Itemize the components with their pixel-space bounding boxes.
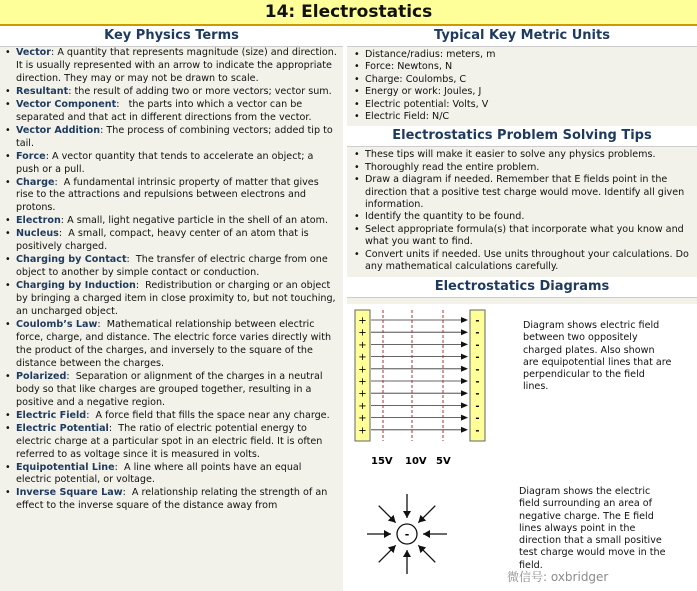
term-item bbox=[0, 254, 343, 280]
term-separator: : bbox=[116, 98, 129, 110]
term-definition: the result of adding two or more vectors; vector sum. bbox=[74, 85, 332, 97]
term-name: Electric Field bbox=[16, 409, 87, 421]
plus-sign: + bbox=[358, 425, 367, 437]
term-item bbox=[0, 99, 343, 125]
term-name: Electron bbox=[16, 215, 61, 227]
term-item bbox=[0, 462, 343, 488]
minus-signs bbox=[475, 316, 479, 437]
plus-signs bbox=[358, 316, 366, 437]
minus-sign: - bbox=[475, 388, 480, 400]
term-separator: : bbox=[60, 215, 68, 227]
plus-sign: + bbox=[358, 327, 367, 339]
minus-sign: - bbox=[475, 400, 480, 412]
term-name: Charging by Induction bbox=[16, 280, 136, 292]
key-terms-heading: Key Physics Terms bbox=[0, 26, 343, 47]
term-item bbox=[0, 371, 343, 410]
term-definition: A relationship relating the strength of an effect to the inverse square of the distance away from bbox=[16, 487, 328, 512]
term-separator: : bbox=[54, 176, 64, 188]
term-separator: : bbox=[86, 409, 96, 421]
tips-heading: Electrostatics Problem Solving Tips bbox=[347, 126, 697, 147]
term-definition: The process of combining vectors; added tip to tail. bbox=[16, 124, 333, 149]
term-definition: A quantity that represents magnitude (size) and direction. It is usually represented with an arrow to indicate the appropriate direction. They may or may not be drawn to scale. bbox=[16, 47, 337, 84]
term-definition: Separation or alignment of the charges in a neutral body so that like charges are grouped together, resulting in a positive and a negative region. bbox=[16, 370, 323, 408]
voltage-label-10v: 10V bbox=[405, 456, 427, 467]
plus-sign: + bbox=[358, 352, 367, 364]
minus-sign: - bbox=[475, 413, 480, 425]
negative-charge-sign: - bbox=[404, 528, 410, 541]
plus-sign: + bbox=[358, 400, 367, 412]
term-definition: the parts into which a vector can be separated and that act in different directions from the vector. bbox=[16, 98, 312, 123]
unit-item: • Force: Newtons, N bbox=[347, 61, 697, 73]
equipotential-lines bbox=[383, 310, 443, 441]
field-arrowhead bbox=[461, 427, 468, 433]
field-arrowhead bbox=[461, 415, 468, 421]
minus-sign: - bbox=[475, 425, 480, 437]
plus-sign: + bbox=[358, 339, 367, 351]
term-item bbox=[0, 487, 343, 513]
term-item bbox=[0, 319, 343, 371]
term-name: Charge bbox=[16, 176, 55, 188]
voltage-label-5v: 5V bbox=[436, 456, 451, 467]
plus-sign: + bbox=[358, 315, 367, 327]
term-name: Vector bbox=[16, 47, 52, 58]
radial-arrowhead bbox=[423, 530, 430, 538]
watermark-text: 微信号: oxbridger bbox=[507, 570, 609, 584]
term-separator: : bbox=[58, 228, 69, 240]
tips-list bbox=[347, 147, 697, 276]
plus-sign: + bbox=[358, 413, 367, 425]
term-separator: : bbox=[97, 319, 107, 331]
term-item bbox=[0, 280, 343, 319]
plus-sign: + bbox=[358, 388, 367, 400]
radial-arrowhead bbox=[403, 550, 411, 557]
voltage-label-15v: 15V bbox=[371, 456, 393, 467]
term-name: Vector Addition bbox=[16, 124, 101, 136]
term-separator: : bbox=[45, 150, 52, 162]
minus-sign: - bbox=[475, 339, 480, 351]
term-definition: A small, compact, heavy center of an atom that is positively charged. bbox=[16, 228, 309, 253]
field-arrowhead bbox=[461, 402, 468, 408]
field-arrowhead bbox=[461, 317, 468, 323]
tip-item: • Select appropriate formula(s) that incorporate what you know and what you want to find. bbox=[347, 224, 697, 249]
unit-item: • Electric potential: Volts, V bbox=[347, 99, 697, 111]
key-terms-panel bbox=[0, 26, 343, 591]
field-arrowhead bbox=[461, 366, 468, 372]
units-heading: Typical Key Metric Units bbox=[347, 26, 697, 47]
term-item bbox=[0, 423, 343, 462]
term-name: Force bbox=[16, 150, 46, 162]
plus-sign: + bbox=[358, 364, 367, 376]
key-terms-list bbox=[0, 47, 343, 513]
tip-item: • Draw a diagram if needed. Remember that E fields point in the direction that a positive test charge would move. Identify all given information. bbox=[347, 174, 697, 211]
plate-field-lines bbox=[371, 317, 468, 433]
tip-item: • Thoroughly read the entire problem. bbox=[347, 162, 697, 174]
unit-item: • Charge: Coulombs, C bbox=[347, 74, 697, 86]
radial-arrowhead bbox=[403, 511, 411, 518]
term-name: Polarized bbox=[16, 370, 67, 382]
term-item bbox=[0, 47, 343, 86]
right-panel bbox=[347, 26, 697, 591]
term-item bbox=[0, 215, 343, 228]
term-separator: : bbox=[122, 487, 132, 499]
term-name: Equipotential Line bbox=[16, 461, 115, 473]
field-arrowhead bbox=[461, 329, 468, 335]
term-item bbox=[0, 86, 343, 99]
field-arrowhead bbox=[461, 354, 468, 360]
term-separator: : bbox=[66, 370, 76, 382]
term-name: Coulomb’s Law bbox=[16, 319, 98, 331]
minus-sign: - bbox=[475, 364, 480, 376]
term-name: Electric Potential bbox=[16, 422, 109, 434]
unit-item: • Energy or work: Joules, J bbox=[347, 86, 697, 98]
term-definition: The transfer of electric charge from one object to another by simple contact or conduction. bbox=[16, 254, 328, 279]
minus-sign: - bbox=[475, 352, 480, 364]
term-definition: A small, light negative particle in the shell of an atom. bbox=[67, 215, 329, 227]
term-separator: : bbox=[126, 254, 136, 266]
term-item bbox=[0, 410, 343, 423]
term-definition: A vector quantity that tends to accelerate an object; a push or a pull. bbox=[16, 150, 314, 175]
term-definition: A line where all points have an equal electric potential, or voltage. bbox=[16, 461, 302, 486]
field-arrowhead bbox=[461, 378, 468, 384]
term-definition: Redistribution or charging or an object by bringing a charged item in close proximity to, but not touching, an uncharged object. bbox=[16, 280, 336, 318]
diagrams-area bbox=[347, 304, 697, 591]
minus-sign: - bbox=[475, 376, 480, 388]
term-name: Vector Component bbox=[16, 98, 117, 110]
tip-item: • Identify the quantity to be found. bbox=[347, 211, 697, 223]
term-item bbox=[0, 228, 343, 254]
plus-sign: + bbox=[358, 376, 367, 388]
term-separator: : bbox=[114, 461, 124, 473]
term-definition: Mathematical relationship between electric force, charge, and distance. The electric force varies directly with the product of the charges, and inversely to the square of the distance between the charges. bbox=[16, 319, 332, 369]
page-title: 14: Electrostatics bbox=[0, 0, 697, 26]
radial-arrowhead bbox=[384, 530, 391, 538]
term-definition: A force field that fills the space near any charge. bbox=[95, 409, 330, 421]
tip-item: • Convert units if needed. Use units throughout your calculations. Do any mathematical calculations carefully. bbox=[347, 249, 697, 274]
field-arrowhead bbox=[461, 341, 468, 347]
term-separator: : bbox=[100, 124, 107, 136]
term-definition: A fundamental intrinsic property of matter that gives rise to the attractions and repulsions between electrons and protons. bbox=[16, 176, 319, 214]
term-definition: The ratio of electric potential energy to electric charge at a particular spot in an electric field. It is often referred to as voltage since it is measured in volts. bbox=[16, 422, 323, 460]
term-separator: : bbox=[135, 280, 146, 292]
units-list bbox=[347, 47, 697, 126]
plates-caption: Diagram shows electric field between two oppositely charged plates. Also shown are equipotential lines that are perpendicular to the field lines. bbox=[523, 320, 672, 393]
term-item bbox=[0, 177, 343, 216]
unit-item: • Electric Field: N/C bbox=[347, 111, 697, 123]
unit-item: • Distance/radius: meters, m bbox=[347, 49, 697, 61]
term-item bbox=[0, 151, 343, 177]
tip-item: • These tips will make it easier to solve any physics problems. bbox=[347, 149, 697, 161]
minus-sign: - bbox=[475, 315, 480, 327]
charge-caption: Diagram shows the electric field surrounding an area of negative charge. The E field lines always point in the direction that a small positive test charge would move in the field. bbox=[519, 486, 666, 571]
minus-sign: - bbox=[475, 327, 480, 339]
term-name: Nucleus bbox=[16, 228, 59, 240]
field-arrowhead bbox=[461, 390, 468, 396]
term-name: Charging by Contact bbox=[16, 254, 127, 266]
term-separator: : bbox=[51, 47, 58, 58]
diagrams-heading: Electrostatics Diagrams bbox=[347, 277, 697, 298]
term-name: Inverse Square Law bbox=[16, 487, 123, 499]
term-item bbox=[0, 125, 343, 151]
term-separator: : bbox=[108, 422, 119, 434]
term-separator: : bbox=[68, 85, 75, 97]
term-name: Resultant bbox=[16, 85, 69, 97]
